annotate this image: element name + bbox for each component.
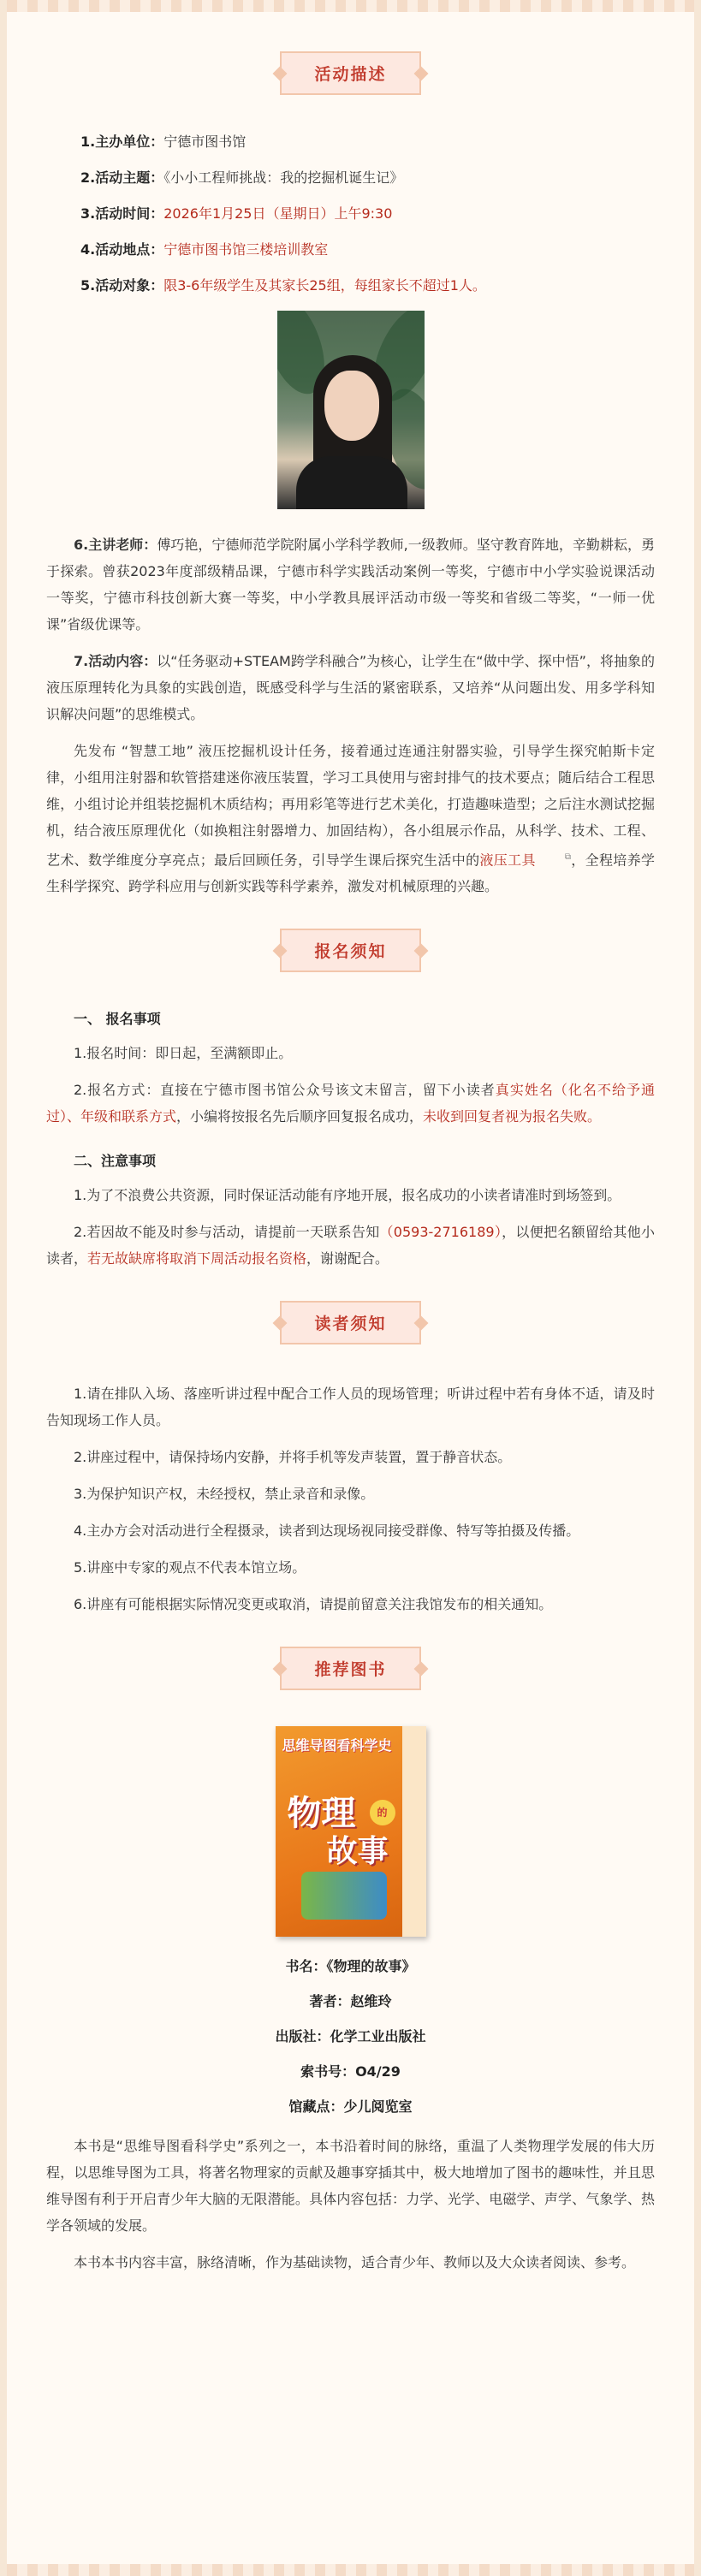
place-label: 4.活动地点： bbox=[80, 241, 164, 258]
hydraulic-tool-link[interactable]: 液压工具 bbox=[479, 852, 536, 869]
content-label: 7.活动内容： bbox=[74, 653, 157, 669]
signup-method-c: ，小编将按报名先后顺序回复报名成功， bbox=[176, 1108, 424, 1125]
reader-rule-5: 5.讲座中专家的观点不代表本馆立场。 bbox=[74, 1559, 306, 1576]
theme-label: 2.活动主题： bbox=[80, 169, 164, 186]
reader-rule-4: 4.主办方会对活动进行全程摄录，读者到达现场视同接受群像、特写等拍摄及传播。 bbox=[74, 1522, 580, 1540]
theme-line bbox=[46, 167, 655, 189]
section-reader-header bbox=[46, 1301, 655, 1344]
content-detail-paragraph bbox=[46, 738, 655, 899]
contact-phone: （0593-2716189） bbox=[379, 1224, 502, 1241]
article-content bbox=[46, 21, 655, 2286]
audience-label: 5.活动对象： bbox=[80, 277, 164, 294]
section-signup-header bbox=[46, 929, 655, 972]
book-author: 著者：赵维玲 bbox=[309, 1993, 392, 2010]
time-value: 2026年1月25日（星期日）上午9:30 bbox=[163, 205, 393, 222]
place-value: 宁德市图书馆三楼培训教室 bbox=[163, 241, 329, 258]
content-paragraph bbox=[46, 648, 655, 727]
signup-heading-2: 二、注意事项 bbox=[74, 1153, 157, 1170]
notice-2 bbox=[46, 1219, 655, 1272]
section-title-reader: 读者须知 bbox=[280, 1301, 420, 1344]
time-line bbox=[46, 203, 655, 225]
notice-2-a: 2.若因故不能及时参与活动，请提前一天联系告知 bbox=[74, 1224, 380, 1241]
organizer-line bbox=[46, 131, 655, 153]
content-detail-a: 先发布 “智慧工地” 液压挖掘机设计任务，接着通过连通注射器实验，引导学生探究帕斯卡定律，小组用注射器和软管搭建迷你液压装置，学习工具使用与密封排气的技术要点；随后结合工程思维，小组讨论并组装挖掘机木质结构；再用彩笔等进行艺术美化，打造趣味造型；之后注水测试挖掘机，结合液压原理优化（如换粗注射器增力、加固结构），各小组展示作品，从科学、技术、工程、艺术、数学维度分享亮点；最后回顾任务，引导学生课后探究生活中的 bbox=[46, 743, 655, 869]
signup-method bbox=[46, 1077, 655, 1130]
book-cover-wrap bbox=[46, 1726, 655, 1940]
decorative-top-border bbox=[7, 0, 694, 12]
book-publisher: 出版社：化学工业出版社 bbox=[275, 2028, 426, 2045]
signup-method-a: 2.报名方式：直接在宁德市图书馆公众号该文末留言，留下小读者 bbox=[74, 1082, 496, 1099]
reader-rule-6: 6.讲座有可能根据实际情况变更或取消，请提前留意关注我馆发布的相关通知。 bbox=[74, 1596, 553, 1613]
organizer-label: 1.主办单位： bbox=[80, 134, 164, 150]
book-cover-circle: 的 bbox=[370, 1800, 395, 1825]
reader-rule-1: 1.请在排队入场、落座听讲过程中配合工作人员的现场管理；听讲过程中若有身体不适，请及时告知现场工作人员。 bbox=[46, 1386, 655, 1429]
section-title-signup: 报名须知 bbox=[280, 929, 420, 972]
section-title-books: 推荐图书 bbox=[280, 1647, 420, 1690]
content-detail-b: ，全程培养学生科学探究、跨学科应用与创新实践等科学素养，激发对机械原理的兴趣。 bbox=[46, 852, 655, 895]
notice-1: 1.为了不浪费公共资源，同时保证活动能有序地开展，报名成功的小读者请准时到场签到。 bbox=[74, 1187, 621, 1204]
notice-2-warning: 若无故缺席将取消下周活动报名资格 bbox=[87, 1250, 307, 1267]
book-call-number: 索书号：O4/29 bbox=[300, 2063, 401, 2080]
notice-2-e: ，谢谢配合。 bbox=[306, 1250, 389, 1267]
book-cover-series: 思维导图看科学史 bbox=[282, 1737, 392, 1754]
organizer-value: 宁德市图书馆 bbox=[163, 134, 247, 150]
book-cover[interactable] bbox=[276, 1726, 426, 1937]
theme-value: 《小小工程师挑战：我的挖掘机诞生记》 bbox=[163, 169, 404, 186]
book-title: 书名：《物理的故事》 bbox=[285, 1958, 416, 1975]
teacher-paragraph bbox=[46, 531, 655, 638]
teacher-photo-wrap bbox=[46, 311, 655, 513]
teacher-label: 6.主讲老师： bbox=[74, 537, 157, 553]
decorative-bottom-border bbox=[7, 2564, 694, 2576]
place-line bbox=[46, 239, 655, 261]
book-description-2: 本书本书内容丰富，脉络清晰，作为基础读物，适合青少年、教师以及大众读者阅读、参考。 bbox=[74, 2254, 636, 2271]
signup-method-warning: 未收到回复者视为报名失败。 bbox=[423, 1108, 602, 1125]
audience-value: 限3-6年级学生及其家长25组，每组家长不超过1人。 bbox=[163, 277, 486, 294]
book-location: 馆藏点：少儿阅览室 bbox=[288, 2098, 413, 2116]
reader-rule-3: 3.为保护知识产权，未经授权，禁止录音和录像。 bbox=[74, 1486, 375, 1503]
external-link-icon[interactable]: ⧉ bbox=[564, 852, 571, 862]
teacher-bio: 傅巧艳，宁德师范学院附属小学科学教师,一级教师。坚守教育阵地，辛勤耕耘，勇于探索。曾获2023年度部级精品课，宁德市科学实践活动案例一等奖，宁德市中小学实验说课活动一等奖，宁德市科技创新大赛一等奖，中小学教具展评活动市级一等奖和省级二等奖，“一师一优课”省级优课等。 bbox=[46, 537, 655, 632]
signup-heading-1: 一、 报名事项 bbox=[74, 1011, 161, 1028]
audience-line bbox=[46, 275, 655, 297]
content-text: 以“任务驱动+STEAM跨学科融合”为核心，让学生在“做中学、探中悟”，将抽象的液压原理转化为具象的实践创造，既感受科学与生活的紧密联系，又培养“从问题出发、用多学科知识解决问题”的思维模式。 bbox=[46, 653, 655, 722]
book-cover-title-2: 故事 bbox=[326, 1834, 389, 1870]
reader-rule-2: 2.讲座过程中，请保持场内安静，并将手机等发声装置，置于静音状态。 bbox=[74, 1449, 512, 1466]
section-activity-header bbox=[46, 51, 655, 95]
teacher-photo[interactable] bbox=[277, 311, 425, 509]
section-title-activity: 活动描述 bbox=[280, 51, 420, 95]
book-description-1: 本书是“思维导图看科学史”系列之一，本书沿着时间的脉络，重温了人类物理学发展的伟大历程，以思维导图为工具，将著名物理家的贡献及趣事穿插其中，极大地增加了图书的趣味性，并且思维导图有利于开启青少年大脑的无限潜能。具体内容包括：力学、光学、电磁学、声学、气象学、热学各领域的发展。 bbox=[46, 2138, 655, 2235]
signup-method-required: 真实姓名（化名不给予通过）、年级和联系方式 bbox=[46, 1082, 655, 1125]
time-label: 3.活动时间： bbox=[80, 205, 164, 222]
signup-time: 1.报名时间：即日起，至满额即止。 bbox=[74, 1045, 293, 1062]
section-books-header bbox=[46, 1647, 655, 1690]
book-cover-title-1: 物理 bbox=[287, 1794, 356, 1834]
notice-2-c: ，以便把名额留给其他小读者， bbox=[46, 1224, 655, 1267]
